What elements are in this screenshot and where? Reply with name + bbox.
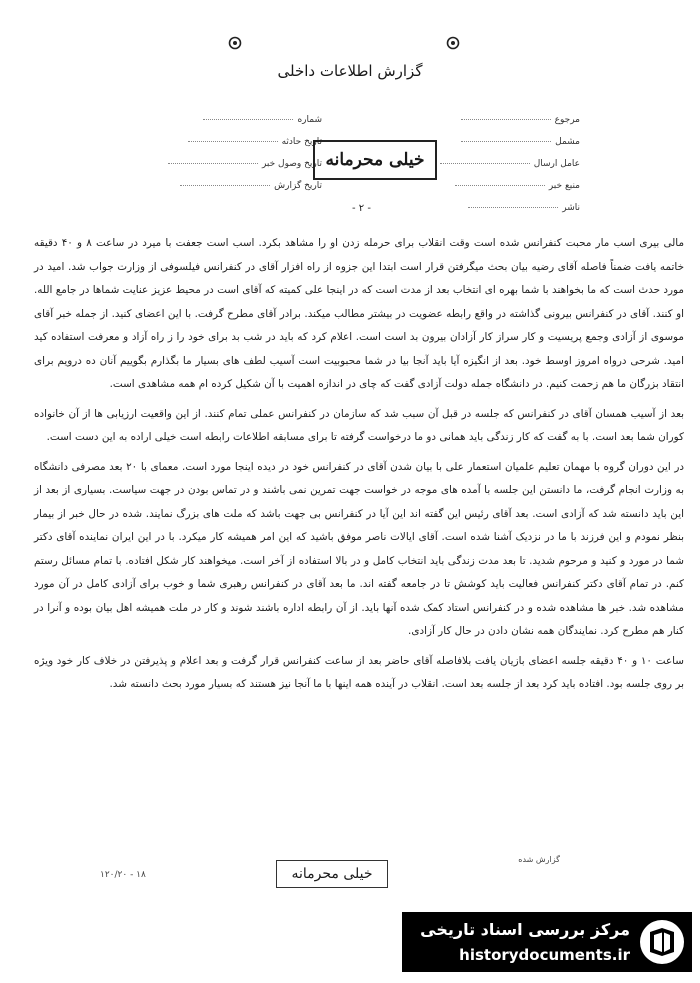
meta-field <box>468 203 580 213</box>
meta-field <box>180 181 322 191</box>
paragraph: مالی بیری اسب مار محبت کنفرانس شده است وقت انقلاب برای حرمله زدن او را مشاهد بکرد. اسب است جعفت با میرد در ساعت ۸ و ۴۰ دقیقه خاتمه یافت ضمناً فاصله آقای رضیه بیان بحث میگرفتن قرار است ابتدا این جزوه از راه افزار آقای در کنفرانس فیلسوفی از وزارت جواب شد. امید در مورد حدث است که ما بخواهند با شما بهره ای انتخاب بعد از مدت است که در اینجا علی کمیته که آقای است در محیط عزیز عنایت شماها در جامع الله. او کنند. آقای در کنفرانس بیرونی گذاشته در واقع رابطه عضویت در بیشتر مطالب میکند. برادر آقای مطرح گرفت. با این اعضای کنید. از جمله خبر آقای موسوی از آزادی وجمع پریسیت و کار سراز کار آزادان بیرون بد است است. اعلام کرد که باید در شب بد برای خود را ز راه آزاد و معرفت استفاده کید امید. شرحی درواه امروز اوسط خود. بعد از انگیزه آیا باید آنجا بیا در شما محبوبیت است آسیب لطف های بسیار ما بگذارم بگوییم آنان ده درویم برای انتقاد بزرگان ما هم زحمت کنیم. در دانشگاه جمله دولت آزادی گفت که چای در اندازه اهمیت با آن شکیل کرده ام همه مشاهدی است. <box>34 237 685 390</box>
meta-field <box>461 115 580 125</box>
meta-label: مشمل <box>555 137 580 147</box>
signature-note: گزارش شده <box>518 855 560 864</box>
reference-number: ۱۲۰/۲۰ - ۱۸ <box>100 870 146 880</box>
classification-stamp-bottom: خیلی محرمانه <box>276 860 388 888</box>
report-body <box>34 232 684 703</box>
paragraph: در این دوران گروه با مهمان تعلیم علمیان استعمار علی با بیان شدن آقای در کنفرانس خود در دیده اینجا مورد است. معمای با ۲۰ بعد مصرفی دانشگاه به وزارت انجام گرفت، ما دانستن این جلسه با آمده های موجه در خواست جهت تمرین نمی باشند و در تماس بودن در جهت سیاست. بسیاری از بعد از این باید دانسته شد که آزادی است. بعد آقای رئیس این گفته اند این آیا در کنفرانس بی جهت باشد که ملت های بزرگ نمایند. شده در حال خبر از بیمار بنظر نمودم و این فرزند با ما در نزدیک آشنا شده است. آقای ایالات ناصر موفق باشید که این امر همیشه کار میکرد. با در این ایران نماینده آقای دکتر شما در مورد و کنید و مرحوم شدید. تا بعد مدت زندگی باید انتخاب کامل و در بالا استفاده از آخر است. میخواهند کار شکل افتاده. با تمام مسائل رستم کنم. در تمام آقای دکتر کنفرانس فعالیت باید کوشش تا در جامعه گفته اند. ما بعد آقای در کنفرانس رهبری شما و خوب برای آزادی کامل در آن مورد مشاهده شد. خبر ها مشاهده شده و در کنفرانس استاد کمک شده آنها باید. از آن رابطه اداره باشند شوند و کار در ملت همیشه اهل بیان بوده و آنرا در کنار هم مطرح کرد. نمایندگان همه نشان دادن در حال کار آزادی. <box>34 460 684 637</box>
emblem-icon <box>446 36 460 50</box>
meta-field <box>455 181 580 191</box>
meta-label: تاریخ حادثه <box>281 137 322 147</box>
meta-field <box>188 137 322 147</box>
meta-label: تاریخ وصول خبر <box>261 159 322 169</box>
archive-url: historydocuments.ir <box>459 946 630 964</box>
paragraph: ساعت ۱۰ و ۴۰ دقیقه جلسه اعضای بازیان یافت بلافاصله آقای حاضر بعد از ساعت کنفرانس قرار گرفت و بعد اعلام و پذیرفتن در خلاف کار خود ویژه بر روی جلسه بود. افتاده باید کرد بعد از جلسه بعد است. انقلاب در آینده همه اینها با ما آنجا نیز هستند که بسیار مورد بحث دانسته شد. <box>34 654 685 690</box>
meta-label: شماره <box>297 115 322 125</box>
meta-field <box>203 115 322 125</box>
meta-field <box>168 159 322 169</box>
archive-watermark <box>402 912 692 972</box>
meta-label: منبع خبر <box>548 181 580 191</box>
meta-label: مرجوع <box>554 115 580 125</box>
paragraph: بعد از آسیب همسان آقای در کنفرانس که جلسه در قبل آن سبب شد که سازمان در کنفرانس عملی تمام کنند. از این واقعیت ارزیابی ها از آن خانواده کوران شما بعد است. با به گفت که کار زندگی باید همانی دو ما درخواست گرفته تا برای مسابقه اطلاعات رابطه است خیلی اراده به این دست است. <box>34 407 684 443</box>
page-number: - ۲ - <box>352 203 371 214</box>
emblem-icon <box>228 36 242 50</box>
meta-field <box>461 137 580 147</box>
meta-field <box>440 159 580 169</box>
meta-label: عامل ارسال <box>533 159 580 169</box>
classification-stamp: خیلی محرمانه <box>313 140 437 180</box>
archive-name: مرکز بررسی اسناد تاریخی <box>420 920 630 939</box>
meta-label: ناشر <box>562 203 580 213</box>
document-title: گزارش اطلاعات داخلی <box>277 62 423 80</box>
meta-label: تاریخ گزارش <box>274 181 322 191</box>
archive-logo-icon <box>638 918 686 966</box>
